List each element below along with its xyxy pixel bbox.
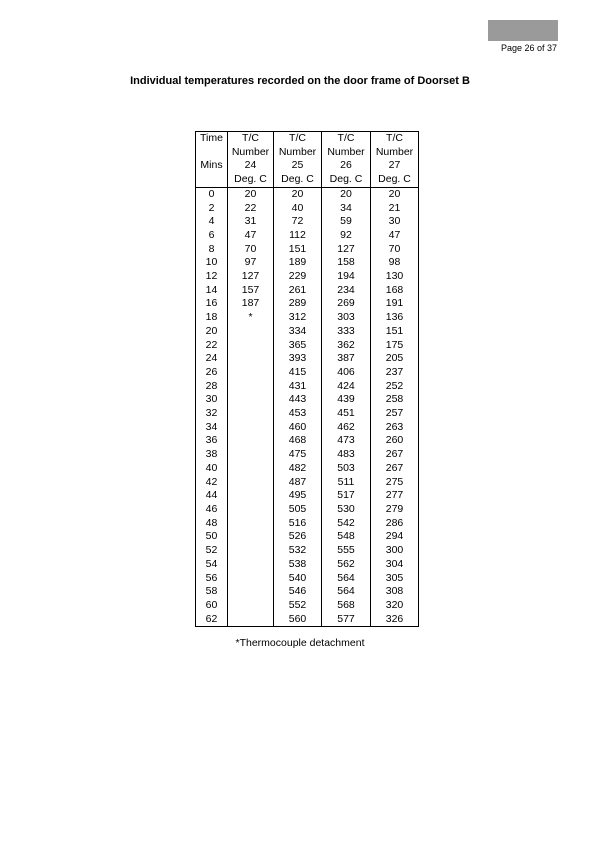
header-cell: T/C xyxy=(322,132,371,146)
table-cell: 46 xyxy=(196,503,228,517)
table-row xyxy=(196,311,419,325)
table-cell: 443 xyxy=(274,393,322,407)
table-cell: 2 xyxy=(196,202,228,216)
table-cell: 40 xyxy=(196,462,228,476)
table-header-row xyxy=(196,146,419,160)
table-cell: 431 xyxy=(274,380,322,394)
table-cell: 158 xyxy=(322,256,371,270)
table-cell xyxy=(228,544,274,558)
table-cell xyxy=(228,585,274,599)
table-cell: 31 xyxy=(228,215,274,229)
table-cell: 151 xyxy=(274,243,322,257)
table-cell xyxy=(228,530,274,544)
table-row xyxy=(196,366,419,380)
header-cell: Number xyxy=(228,146,274,160)
table-row xyxy=(196,544,419,558)
table-cell: 365 xyxy=(274,339,322,353)
table-header-row xyxy=(196,132,419,146)
table-cell: 20 xyxy=(322,187,371,201)
table-cell: 191 xyxy=(371,297,419,311)
table-cell: 50 xyxy=(196,530,228,544)
table-cell: 312 xyxy=(274,311,322,325)
table-cell xyxy=(228,380,274,394)
table-cell: 487 xyxy=(274,476,322,490)
header-cell: Time xyxy=(196,132,228,146)
table-cell: 151 xyxy=(371,325,419,339)
table-row xyxy=(196,270,419,284)
table-cell: 303 xyxy=(322,311,371,325)
table-cell xyxy=(228,489,274,503)
table-row xyxy=(196,585,419,599)
table-cell xyxy=(228,517,274,531)
table-cell: 552 xyxy=(274,599,322,613)
page-number: Page 26 of 37 xyxy=(500,43,557,53)
table-cell: 26 xyxy=(196,366,228,380)
table-cell: 542 xyxy=(322,517,371,531)
table-row xyxy=(196,599,419,613)
table-cell: 439 xyxy=(322,393,371,407)
table-cell: 333 xyxy=(322,325,371,339)
table-cell xyxy=(228,476,274,490)
table-cell: 263 xyxy=(371,421,419,435)
table-cell: 8 xyxy=(196,243,228,257)
table-cell: 326 xyxy=(371,613,419,627)
header-cell: Mins xyxy=(196,159,228,173)
table-cell: 424 xyxy=(322,380,371,394)
header-cell xyxy=(196,146,228,160)
table-cell: 334 xyxy=(274,325,322,339)
table-cell: 18 xyxy=(196,311,228,325)
table-cell: 127 xyxy=(322,243,371,257)
table-cell: 387 xyxy=(322,352,371,366)
table-cell: 564 xyxy=(322,572,371,586)
table-cell: 28 xyxy=(196,380,228,394)
table-row xyxy=(196,325,419,339)
table-cell: 503 xyxy=(322,462,371,476)
table-row xyxy=(196,503,419,517)
table-cell: 157 xyxy=(228,284,274,298)
table-cell: 300 xyxy=(371,544,419,558)
table-row xyxy=(196,434,419,448)
table-row xyxy=(196,339,419,353)
table-cell: 92 xyxy=(322,229,371,243)
table-cell: 52 xyxy=(196,544,228,558)
table-row xyxy=(196,202,419,216)
table-cell: 548 xyxy=(322,530,371,544)
table-cell: 568 xyxy=(322,599,371,613)
table-row xyxy=(196,517,419,531)
table-cell: 30 xyxy=(196,393,228,407)
table-cell: 34 xyxy=(322,202,371,216)
table-cell: 546 xyxy=(274,585,322,599)
header-cell: Deg. C xyxy=(322,173,371,187)
table-cell: 70 xyxy=(371,243,419,257)
table-cell: 72 xyxy=(274,215,322,229)
header-cell: Deg. C xyxy=(228,173,274,187)
table-cell: 482 xyxy=(274,462,322,476)
table-header-row xyxy=(196,159,419,173)
table-cell xyxy=(228,613,274,627)
temperature-table-body xyxy=(196,132,419,627)
temperature-table xyxy=(195,131,419,627)
table-row xyxy=(196,421,419,435)
table-cell: 460 xyxy=(274,421,322,435)
header-cell: Deg. C xyxy=(274,173,322,187)
table-cell: 10 xyxy=(196,256,228,270)
table-cell: 526 xyxy=(274,530,322,544)
table-cell: 38 xyxy=(196,448,228,462)
table-cell: 453 xyxy=(274,407,322,421)
table-cell: 258 xyxy=(371,393,419,407)
document-title: Individual temperatures recorded on the door frame of Doorset B xyxy=(130,75,470,87)
table-cell: 24 xyxy=(196,352,228,366)
table-cell: 48 xyxy=(196,517,228,531)
table-cell: 532 xyxy=(274,544,322,558)
table-cell: 516 xyxy=(274,517,322,531)
footnote: *Thermocouple detachment xyxy=(235,637,365,649)
table-cell: 112 xyxy=(274,229,322,243)
table-row xyxy=(196,489,419,503)
table-cell xyxy=(228,421,274,435)
header-gray-box xyxy=(488,20,558,41)
table-cell: 577 xyxy=(322,613,371,627)
table-cell: 275 xyxy=(371,476,419,490)
table-cell: 320 xyxy=(371,599,419,613)
table-cell: 289 xyxy=(274,297,322,311)
table-cell: 304 xyxy=(371,558,419,572)
header-cell: 24 xyxy=(228,159,274,173)
table-cell xyxy=(228,572,274,586)
table-cell: 564 xyxy=(322,585,371,599)
table-cell: 56 xyxy=(196,572,228,586)
table-cell: 229 xyxy=(274,270,322,284)
table-cell: 252 xyxy=(371,380,419,394)
table-row xyxy=(196,187,419,201)
table-cell: 12 xyxy=(196,270,228,284)
table-cell: 175 xyxy=(371,339,419,353)
table-cell: 555 xyxy=(322,544,371,558)
table-cell: 32 xyxy=(196,407,228,421)
table-cell: 168 xyxy=(371,284,419,298)
header-cell xyxy=(196,173,228,187)
table-row xyxy=(196,297,419,311)
table-header-row xyxy=(196,173,419,187)
table-cell: 495 xyxy=(274,489,322,503)
table-cell xyxy=(228,448,274,462)
table-cell: 475 xyxy=(274,448,322,462)
table-cell: 14 xyxy=(196,284,228,298)
table-cell: 36 xyxy=(196,434,228,448)
table-row xyxy=(196,352,419,366)
table-cell: 451 xyxy=(322,407,371,421)
table-cell: 468 xyxy=(274,434,322,448)
table-cell: 194 xyxy=(322,270,371,284)
table-cell: 130 xyxy=(371,270,419,284)
table-cell: 59 xyxy=(322,215,371,229)
table-row xyxy=(196,613,419,627)
table-cell: 505 xyxy=(274,503,322,517)
table-cell: 62 xyxy=(196,613,228,627)
table-cell: 54 xyxy=(196,558,228,572)
table-cell: 362 xyxy=(322,339,371,353)
table-row xyxy=(196,448,419,462)
table-cell xyxy=(228,366,274,380)
table-cell: 34 xyxy=(196,421,228,435)
table-cell: 20 xyxy=(274,187,322,201)
table-cell: 40 xyxy=(274,202,322,216)
table-row xyxy=(196,284,419,298)
header-cell: Number xyxy=(371,146,419,160)
table-cell xyxy=(228,558,274,572)
table-cell: 205 xyxy=(371,352,419,366)
table-cell: 538 xyxy=(274,558,322,572)
table-row xyxy=(196,229,419,243)
header-cell: 26 xyxy=(322,159,371,173)
table-cell: 517 xyxy=(322,489,371,503)
header-cell: 27 xyxy=(371,159,419,173)
table-cell xyxy=(228,352,274,366)
header-cell: Deg. C xyxy=(371,173,419,187)
table-cell xyxy=(228,325,274,339)
table-row xyxy=(196,462,419,476)
table-cell: 473 xyxy=(322,434,371,448)
table-cell: 308 xyxy=(371,585,419,599)
table-cell: 305 xyxy=(371,572,419,586)
table-cell: 127 xyxy=(228,270,274,284)
table-cell: 136 xyxy=(371,311,419,325)
table-cell: 562 xyxy=(322,558,371,572)
table-cell: 22 xyxy=(228,202,274,216)
table-cell: 20 xyxy=(371,187,419,201)
table-cell: 277 xyxy=(371,489,419,503)
table-cell xyxy=(228,462,274,476)
header-cell: T/C xyxy=(371,132,419,146)
table-cell xyxy=(228,339,274,353)
table-cell: 20 xyxy=(196,325,228,339)
table-cell: 58 xyxy=(196,585,228,599)
table-cell xyxy=(228,407,274,421)
table-row xyxy=(196,476,419,490)
header-cell: Number xyxy=(274,146,322,160)
table-cell: 462 xyxy=(322,421,371,435)
table-cell: 30 xyxy=(371,215,419,229)
table-cell: 267 xyxy=(371,448,419,462)
header-cell: 25 xyxy=(274,159,322,173)
table-cell: 22 xyxy=(196,339,228,353)
table-row xyxy=(196,572,419,586)
table-row xyxy=(196,256,419,270)
table-cell: 257 xyxy=(371,407,419,421)
table-cell: 60 xyxy=(196,599,228,613)
table-cell: 269 xyxy=(322,297,371,311)
table-cell xyxy=(228,503,274,517)
table-cell: 234 xyxy=(322,284,371,298)
table-cell: 4 xyxy=(196,215,228,229)
table-row xyxy=(196,243,419,257)
table-cell: 279 xyxy=(371,503,419,517)
table-row xyxy=(196,530,419,544)
table-row xyxy=(196,393,419,407)
table-cell xyxy=(228,599,274,613)
table-cell: 540 xyxy=(274,572,322,586)
table-cell: 16 xyxy=(196,297,228,311)
table-cell: 189 xyxy=(274,256,322,270)
table-cell: 286 xyxy=(371,517,419,531)
table-cell: 261 xyxy=(274,284,322,298)
table-cell: 21 xyxy=(371,202,419,216)
table-cell: 415 xyxy=(274,366,322,380)
table-cell: 187 xyxy=(228,297,274,311)
table-cell xyxy=(228,434,274,448)
header-cell: Number xyxy=(322,146,371,160)
table-cell: 44 xyxy=(196,489,228,503)
table-cell: 560 xyxy=(274,613,322,627)
header-cell: T/C xyxy=(228,132,274,146)
table-cell: 294 xyxy=(371,530,419,544)
table-cell: 511 xyxy=(322,476,371,490)
table-cell xyxy=(228,393,274,407)
table-cell: 47 xyxy=(371,229,419,243)
table-cell: 406 xyxy=(322,366,371,380)
table-cell: 42 xyxy=(196,476,228,490)
table-cell: 6 xyxy=(196,229,228,243)
table-cell: * xyxy=(228,311,274,325)
table-cell: 267 xyxy=(371,462,419,476)
table-row xyxy=(196,558,419,572)
header-cell: T/C xyxy=(274,132,322,146)
table-row xyxy=(196,407,419,421)
table-cell: 20 xyxy=(228,187,274,201)
table-cell: 98 xyxy=(371,256,419,270)
table-cell: 393 xyxy=(274,352,322,366)
table-cell: 530 xyxy=(322,503,371,517)
table-cell: 97 xyxy=(228,256,274,270)
table-row xyxy=(196,215,419,229)
table-cell: 260 xyxy=(371,434,419,448)
table-row xyxy=(196,380,419,394)
table-cell: 483 xyxy=(322,448,371,462)
table-cell: 47 xyxy=(228,229,274,243)
table-cell: 0 xyxy=(196,187,228,201)
table-cell: 237 xyxy=(371,366,419,380)
table-cell: 70 xyxy=(228,243,274,257)
